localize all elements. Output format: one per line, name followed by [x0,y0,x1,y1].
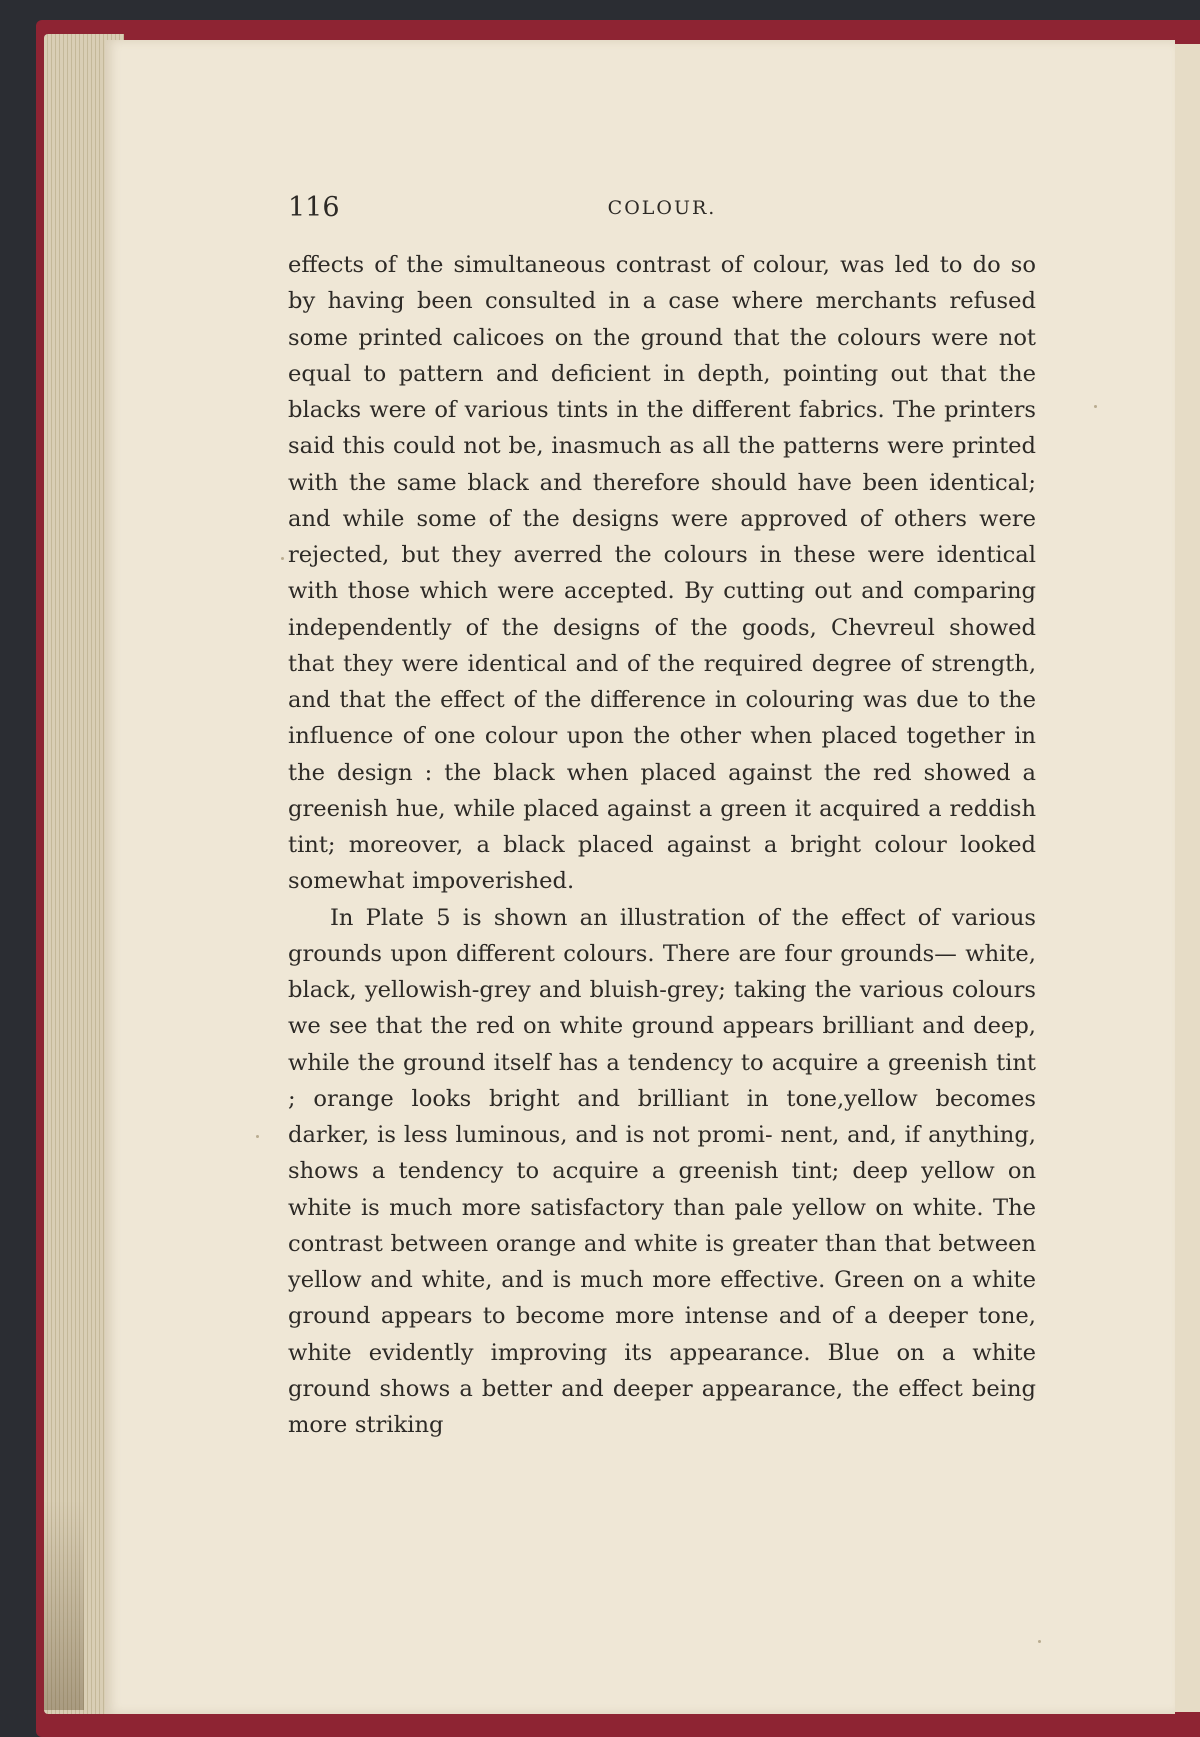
running-head: COLOUR. [607,197,717,219]
page-header [288,188,1036,228]
paper-speck [256,1135,259,1138]
body-text [288,247,1036,1443]
page-edge-shadow [44,1500,84,1710]
paper-speck [1038,1640,1041,1643]
page-number: 116 [288,192,340,223]
paragraph-1: effects of the simultaneous contrast of colour, was led to do so by having been consulted in a case where merchants refused some printed calicoes on the ground that the colours were not equal to pattern and deficient in depth, pointing out that the blacks were of various tints in the different fabrics. The printers said this could not be, inasmuch as all the patterns were printed with the same black and therefore should have been identical; and while some of the designs were approved of others were rejected, but they averred the colours in these were identical with those which were accepted. By cutting out and comparing independently of the designs of the goods, Chevreul showed that they were identical and of the required degree of strength, and that the effect of the difference in colouring was due to the influence of one colour upon the other when placed together in the design : the black when placed against the red showed a greenish hue, while placed against a green it acquired a reddish tint; moreover, a black placed against a bright colour looked somewhat impoverished. [288,252,1036,895]
facing-page-edge [1172,44,1200,1712]
paragraph-2: In Plate 5 is shown an illustration of the effect of various grounds upon different colours. There are four grounds— white, black, yellowish-grey and bluish-grey; taking the various colours we see that the red on white ground appears brilliant and deep, while the ground itself has a tendency to acquire a greenish tint ; orange looks bright and brilliant in tone,yellow becomes darker, is less luminous, and is not promi- nent, and, if anything, shows a tendency to acquire a greenish tint; deep yellow on white is much more satisfactory than pale yellow on white. The contrast between orange and white is greater than that between yellow and white, and is much more effective. Green on a white ground appears to become more intense and of a deeper tone, white evidently improving its appearance. Blue on a white ground shows a better and deeper appearance, the effect being more striking [288,904,1036,1438]
paper-speck [281,557,284,560]
paper-speck [1094,405,1097,408]
